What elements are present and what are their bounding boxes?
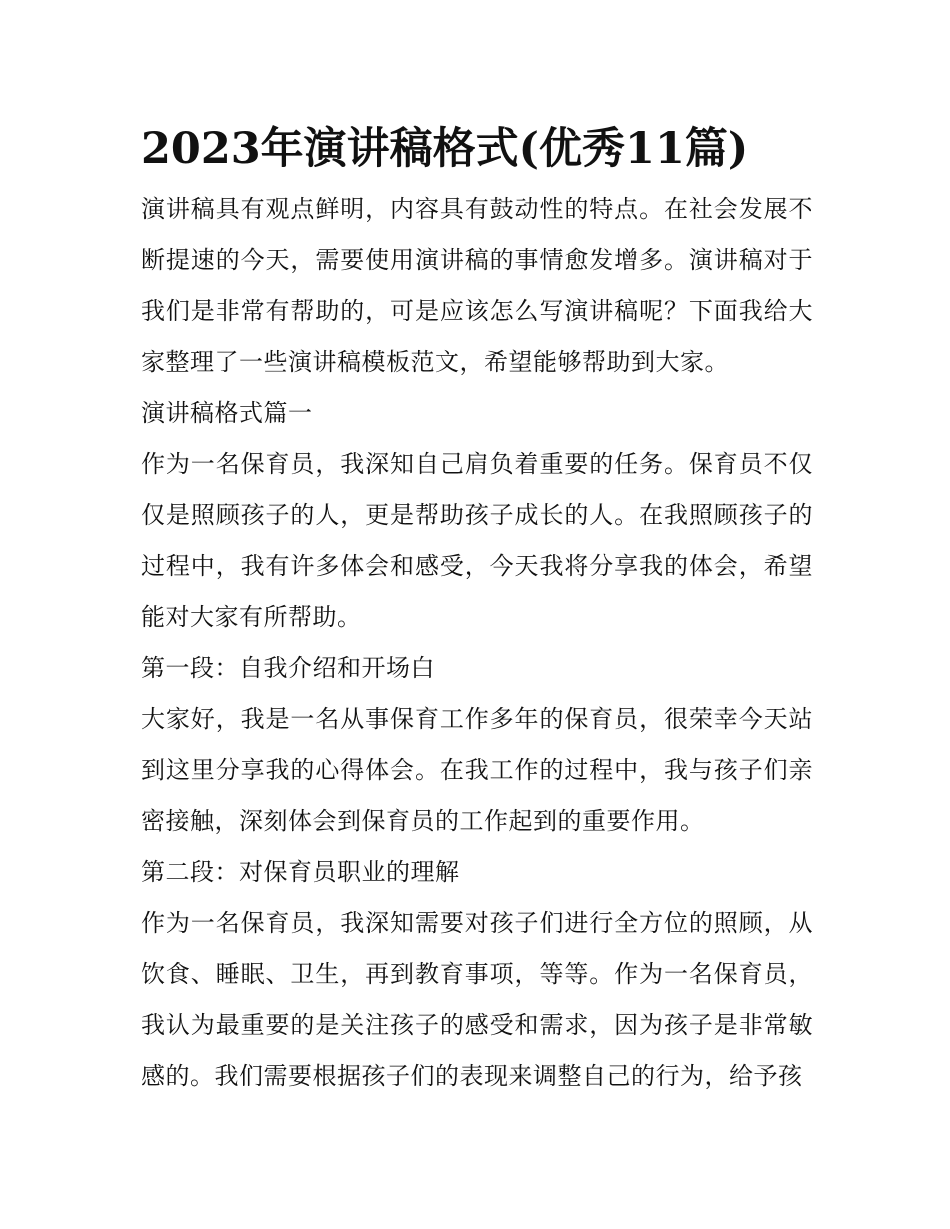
intro-paragraph: 演讲稿具有观点鲜明，内容具有鼓动性的特点。在社会发展不断提速的今天，需要使用演讲稿的事情愈发增多。演讲稿对于我们是非常有帮助的，可是应该怎么写演讲稿呢？下面我给大家整理了一些演讲稿模板范文，希望能够帮助到大家。: [141, 195, 813, 376]
section-heading: 第一段：自我介绍和开场白: [141, 654, 435, 682]
body-paragraph: 大家好，我是一名从事保育工作多年的保育员，很荣幸今天站到这里分享我的心得体会。在我工作的过程中，我与孩子们亲密接触，深刻体会到保育员的工作起到的重要作用。: [141, 705, 813, 835]
body-paragraph: 作为一名保育员，我深知需要对孩子们进行全方位的照顾，从饮食、睡眠、卫生，再到教育事项，等等。作为一名保育员，我认为最重要的是关注孩子的感受和需求，因为孩子是非常敏感的。我们需要根据孩子们的表现来调整自己的行为，给予孩: [141, 909, 813, 1090]
document-page: [141, 118, 813, 1102]
section-heading: 演讲稿格式篇一: [141, 399, 313, 427]
body-paragraph: 作为一名保育员，我深知自己肩负着重要的任务。保育员不仅仅是照顾孩子的人，更是帮助孩子成长的人。在我照顾孩子的过程中，我有许多体会和感受，今天我将分享我的体会，希望能对大家有所帮助。: [141, 450, 813, 631]
document-title: 2023年演讲稿格式(优秀11篇): [141, 124, 749, 174]
section-heading: 第二段：对保育员职业的理解: [141, 858, 460, 886]
